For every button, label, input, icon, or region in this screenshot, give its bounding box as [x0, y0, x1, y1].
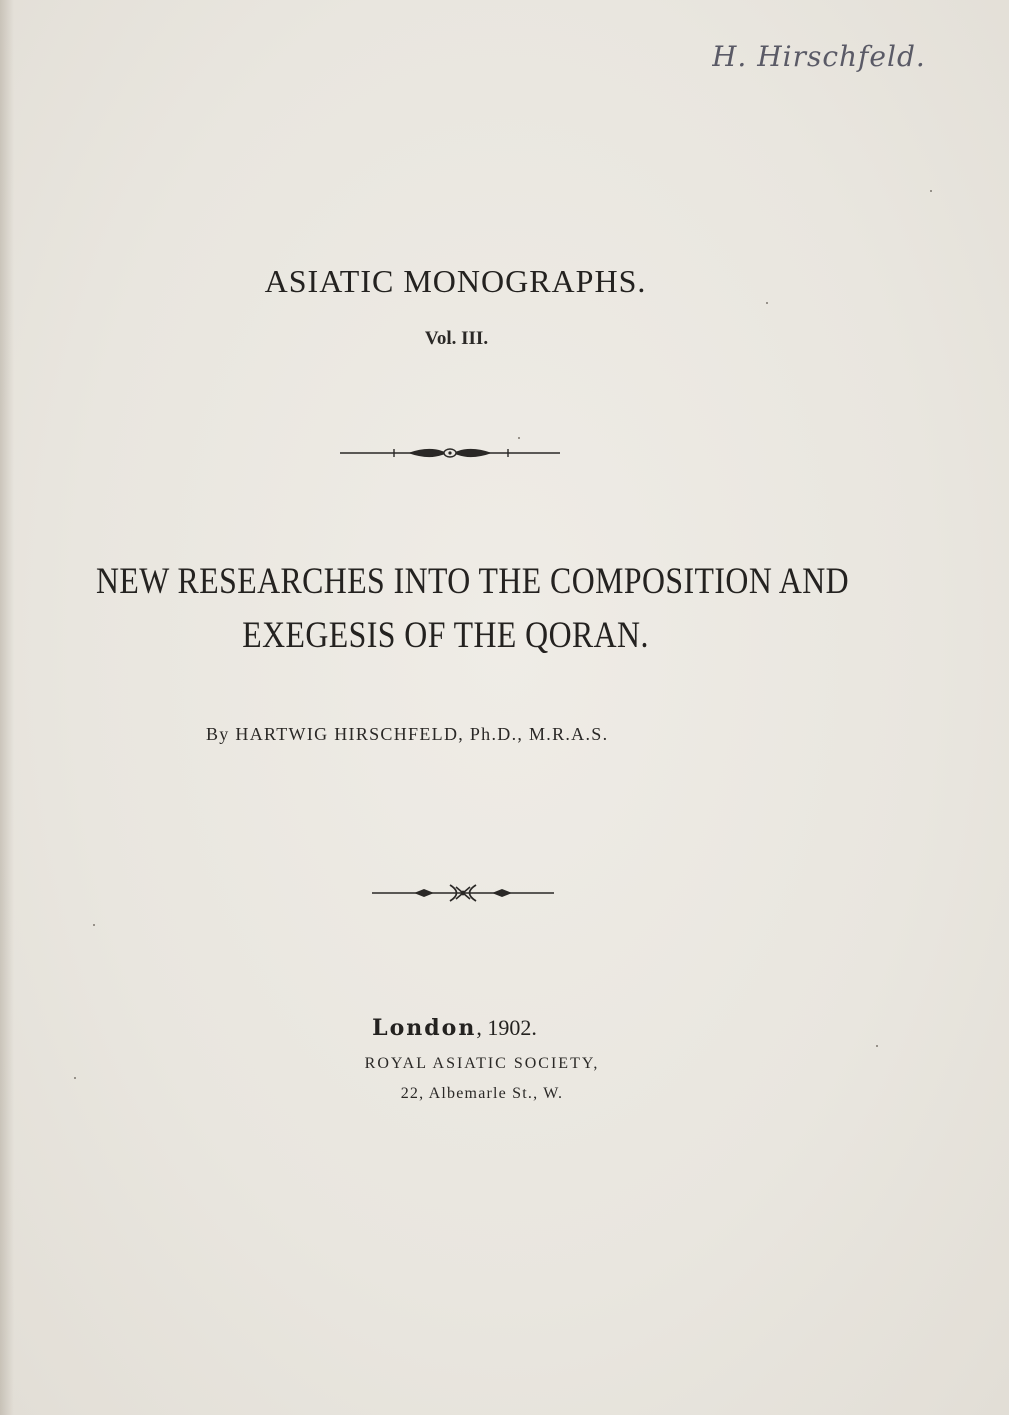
- byline-prefix: By: [206, 724, 230, 744]
- paper-speck: [74, 1077, 76, 1079]
- author-degrees: Ph.D., M.R.A.S.: [469, 724, 609, 744]
- book-title-line-1: NEW RESEARCHES INTO THE COMPOSITION AND: [96, 561, 850, 602]
- imprint-publisher: ROYAL ASIATIC SOCIETY,: [364, 1055, 600, 1072]
- volume-number: Vol. III.: [424, 328, 489, 349]
- imprint-address: 22, Albemarle St., W.: [400, 1085, 564, 1102]
- paper-speck: [876, 1045, 878, 1047]
- paper-speck: [93, 924, 95, 926]
- author-name: HARTWIG HIRSCHFELD,: [235, 724, 465, 744]
- book-title: [96, 555, 850, 663]
- paper-speck: [930, 190, 932, 192]
- imprint-city: London: [372, 1015, 477, 1041]
- series-title: ASIATIC MONOGRAPHS.: [264, 263, 647, 299]
- ornament-divider-bottom: [370, 881, 556, 905]
- imprint-year: , 1902.: [476, 1015, 537, 1040]
- handwritten-signature: [712, 36, 952, 76]
- ornament-divider-top: [338, 442, 562, 464]
- author-byline: [206, 724, 608, 745]
- imprint-city-year: [0, 1015, 1009, 1041]
- book-title-line-2: EXEGESIS OF THE QORAN.: [242, 615, 649, 656]
- signature-text: H. Hirschfeld.: [712, 40, 926, 73]
- binding-edge-shadow: [0, 0, 14, 1415]
- paper-speck: [766, 302, 768, 304]
- paper-speck: [518, 437, 520, 439]
